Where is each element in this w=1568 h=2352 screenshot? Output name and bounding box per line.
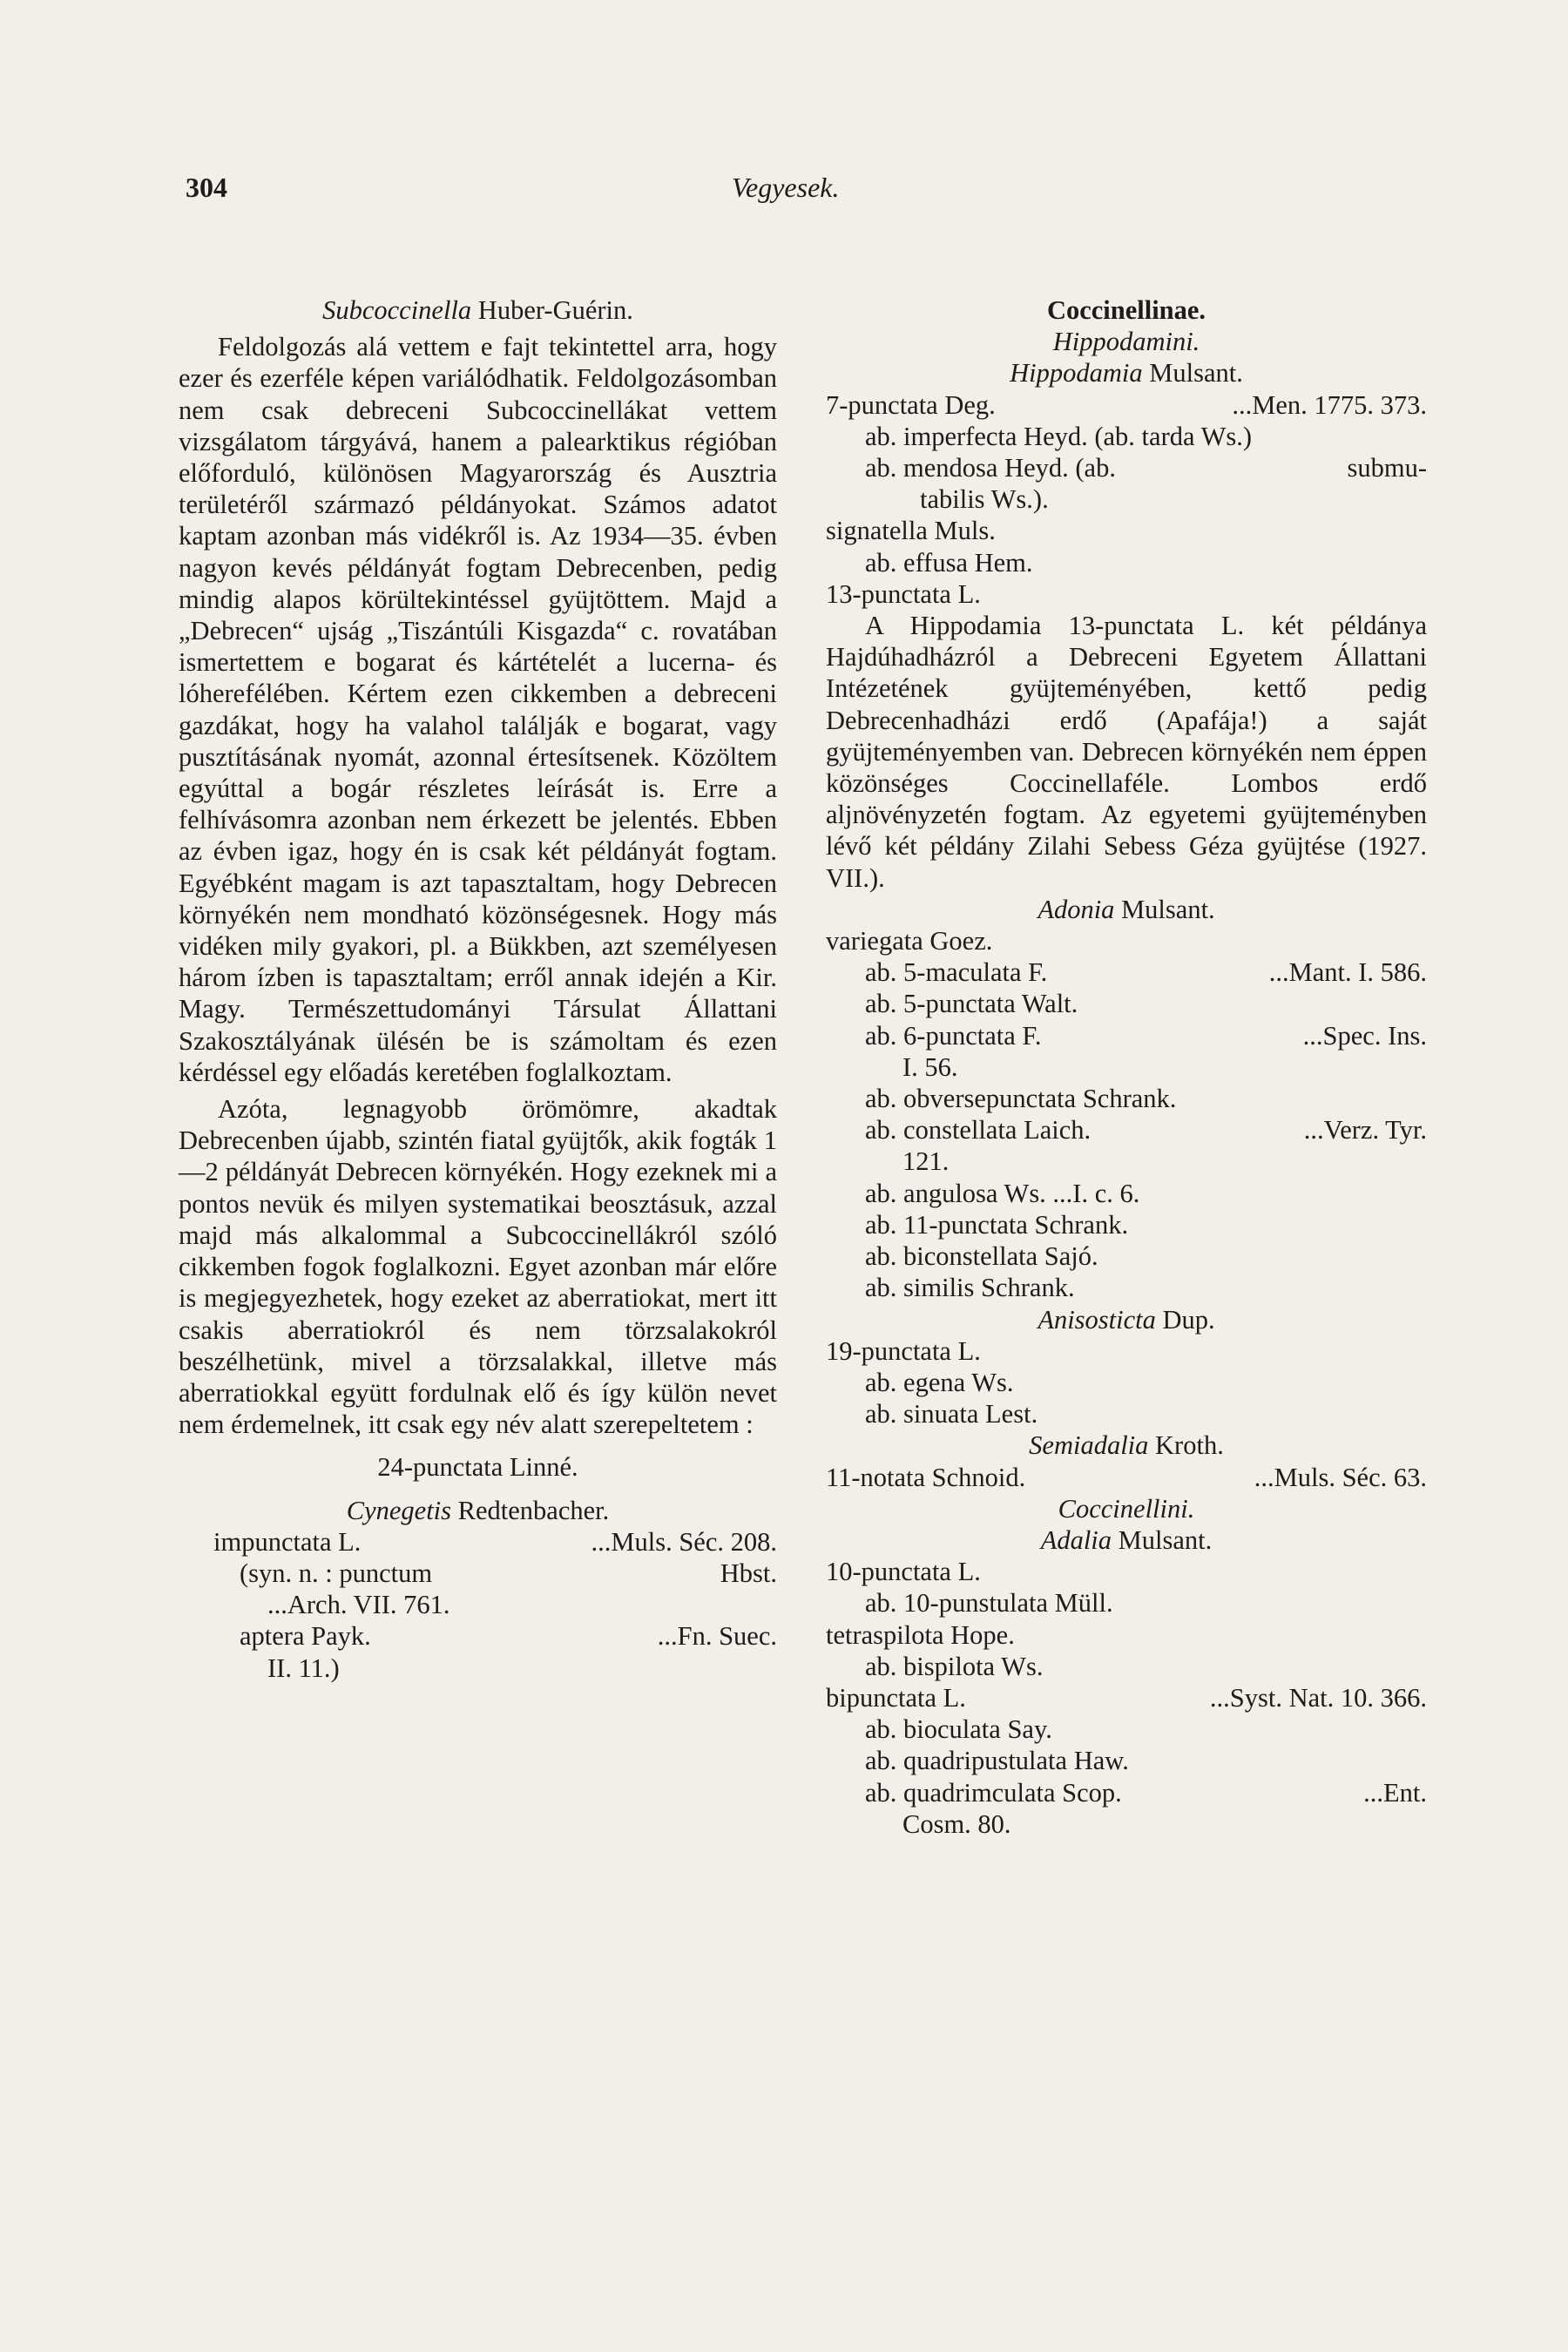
running-title: Vegyesek. [732,172,840,203]
paragraph-subcoccinella-1: Feldolgozás alá vettem e fajt tekintettel arra, hogy ezer és ezerféle képen variálódhatik. Feldolgozásomban nem csak debreceni Subcoccinellákat vettem vizsgálatom tárgyává, hanem a palearktikus régióban előforduló, különösen Magyarország és Ausztria területéről származó példányokat. Számos adatot kaptam azonban más vidékről is. Az 1934—35. évben nagyon kevés példányát fogtam Debrecenben, pedig mindig alapos körültekintéssel gyüjtöttem. Majd a „Debrecen“ ujság „Tiszántúli Kisgazda“ c. rovatában ismertettem e bogarat és kártételét a lucerna- és lóherefélében. Kértem ezen cikkemben a debreceni gazdákat, hogy ha valahol találják e bogarat, vagy pusztításának nyomát, azonnal értesítsenek. Közöltem egyúttal a bogár részletes leírását is. Erre a felhívásomra azonban nem érkezett be jelentés. Ebben az évben igaz, hogy én is csak két példányát fogtam. Egyébként magam is azt tapasztaltam, hogy Debrecen környékén nem mondható közönségesnek. Hogy más vidéken mily gyakori, pl. a Bükkben, azt személyesen három ízben is tapasztaltam; erről annak idején a Kir. Magy. Természettudományi Társulat Állattani Szakosztályának ülésén be is számoltam és ezen kérdéssel egy előadás keretében foglalkoztam. [179,332,777,1087]
paragraph-hippodamia: A Hippodamia 13-punctata L. két példánya Hajdúhadházról a Debreceni Egyetem Állattani Intézetének gyüjteményében, kettő pedig Debrecenhadházi erdő (Apafája!) a saját gyüjteményemben van. Debrecen környékén nem éppen közönséges Coccinellaféle. Lombos erdő aljnövényzetén fogtam. Az egyetemi gyüjteményben lévő két példány Zilahi Sebess Géza gyüjtése (1927. VII.). [826,611,1427,893]
species-entry: ab. quadripustulata Haw. [865,1746,1129,1776]
species-entry: I. 56. [902,1051,958,1082]
species-entry: Cosm. 80. [902,1808,1011,1839]
species-entry: II. 11.) [267,1652,340,1683]
species-entry: 7-punctata Deg. ...Men. 1775. 373. [826,389,1427,420]
genus-heading-adalia: Adalia Mulsant. [1040,1524,1213,1555]
species-entry: ab. sinuata Lest. [865,1399,1038,1429]
species-entry: ab. 10-punstulata Müll. [865,1588,1113,1619]
species-entry: ab. 5-punctata Walt. [865,989,1078,1019]
tribe-heading-coccinellini: Coccinellini. [1058,1493,1195,1524]
species-entry: 11-notata Schnoid. ...Muls. Séc. 63. [826,1462,1427,1492]
species-entry: 19-punctata L. [826,1335,981,1366]
species-entry: ...Arch. VII. 761. [267,1590,450,1620]
species-entry: ab. 5-maculata F. ...Mant. I. 586. [865,957,1427,988]
species-entry: 121. [902,1146,950,1177]
species-entry: 10-punctata L. [826,1557,981,1587]
species-entry: ab. quadrimculata Scop. ...Ent. [865,1777,1427,1808]
genus-heading-hippodamia: Hippodamia Mulsant. [1010,358,1243,389]
genus-heading-adonia: Adonia Mulsant. [1037,894,1215,924]
paragraph-subcoccinella-2: Azóta, legnagyobb örömömre, akadtak Debrecenben újabb, szintén fiatal gyüjtők, akik fogták 1—2 példányát Debrecen környékén. Hogy ezeknek mi a pontos nevük és milyen systematikai beosztásuk, azzal majd más alkalommal a Subcoccinellákról szóló cikkemben fogok foglalkozni. Egyet azonban már előre is megjegyezhetek, hogy ezeket az aberratiokat, mert itt csakis aberratiokról és nem törzsalakokról beszélhetünk, mivel a törzsalakkal, illetve más aberratiokkal együtt fordulnak elő és így külön nevet nem érdemelnek, itt csak egy név alatt szerepeltetem : [179,1094,777,1440]
page-header [0,172,1568,215]
species-entry: tetraspilota Hope. [826,1619,1015,1650]
right-column [826,294,1427,1840]
page-number: 304 [186,172,227,203]
species-entry: ab. biconstellata Sajó. [865,1241,1098,1272]
genus-heading-subcoccinella: Subcoccinella Huber-Guérin. [322,295,633,325]
species-entry: ab. effusa Hem. [865,547,1033,578]
species-entry: tabilis Ws.). [920,484,1049,515]
genus-heading-semiadalia: Semiadalia Kroth. [1029,1430,1224,1461]
species-entry: 24-punctata Linné. [377,1452,578,1483]
species-entry: ab. constellata Laich. ...Verz. Tyr. [865,1115,1427,1146]
genus-heading-cynegetis: Cynegetis Redtenbacher. [346,1495,610,1525]
species-entry: ab. 6-punctata F. ...Spec. Ins. [865,1020,1427,1051]
species-entry: ab. bioculata Say. [865,1714,1052,1745]
tribe-heading-hippodamini: Hippodamini. [1052,327,1200,357]
species-entry: bipunctata L. ...Syst. Nat. 10. 366. [826,1682,1427,1713]
genus-heading-anisosticta: Anisosticta Dup. [1037,1304,1215,1335]
species-entry: aptera Payk. ...Fn. Suec. [240,1621,777,1652]
species-entry: ab. obversepunctata Schrank. [865,1084,1177,1114]
species-entry: 13-punctata L. [826,578,981,609]
subfamily-heading: Coccinellinae. [1046,295,1206,325]
species-entry: signatella Muls. [826,516,996,546]
species-entry: variegata Goez. [826,926,993,956]
species-entry: (syn. n. : punctum Hbst. [240,1558,777,1588]
species-entry: ab. 11-punctata Schrank. [865,1209,1129,1240]
species-entry: ab. similis Schrank. [865,1273,1075,1303]
species-entry: ab. mendosa Heyd. (ab. submu- [865,453,1427,483]
species-entry: impunctata L. ...Muls. Séc. 208. [213,1526,777,1557]
left-column [179,294,777,1684]
species-entry: ab. angulosa Ws. ...I. c. 6. [865,1178,1140,1208]
species-entry: ab. imperfecta Heyd. (ab. tarda Ws.) [865,421,1253,451]
species-entry: ab. egena Ws. [865,1367,1014,1397]
species-entry: ab. bispilota Ws. [865,1651,1044,1681]
